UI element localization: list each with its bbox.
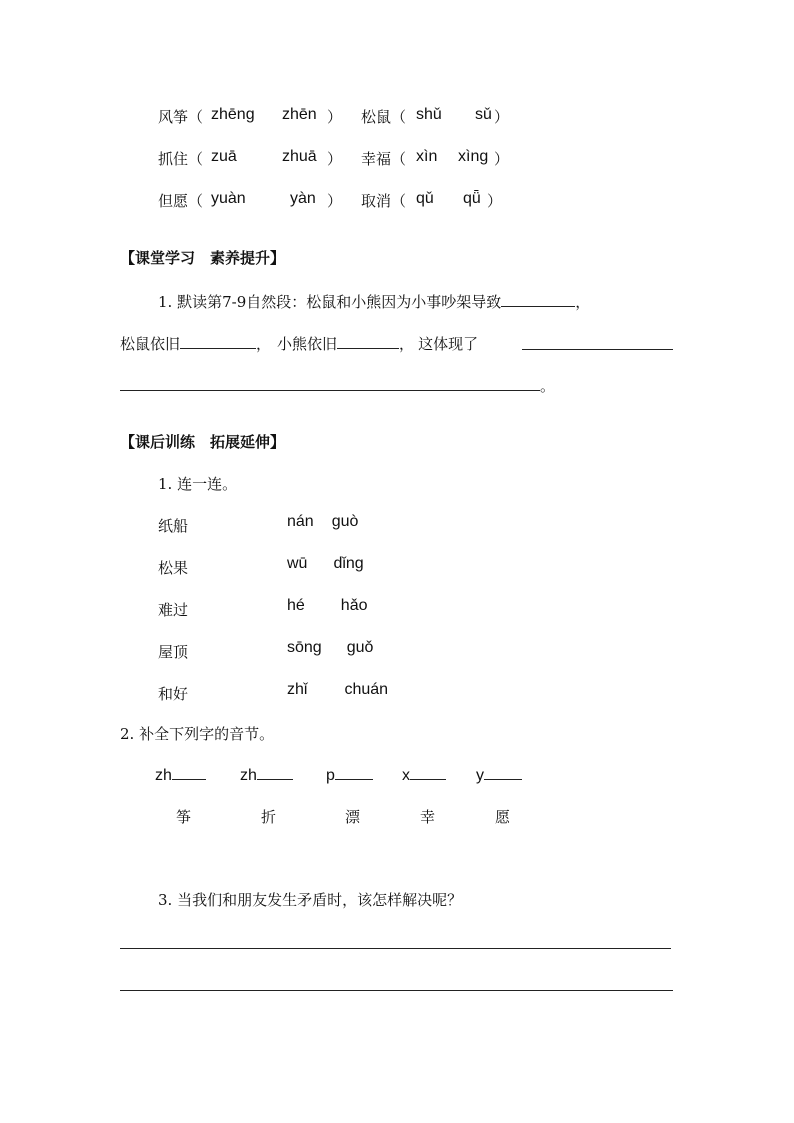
match-pinyin[interactable]: zhǐ chuán (287, 681, 389, 698)
word-danyuan: 但愿（ (158, 192, 204, 210)
match-pinyin[interactable]: sōng guǒ (287, 639, 374, 656)
answer-line[interactable] (120, 948, 671, 949)
pinyin-option[interactable]: sǔ (475, 106, 492, 123)
pinyin-option[interactable]: yàn (290, 190, 316, 207)
pinyin-option[interactable]: zhuā (282, 148, 317, 165)
question-3-title: 3. 当我们和朋友发生矛盾时，该怎样解决呢？ (158, 891, 463, 909)
match-word[interactable]: 纸船 (158, 517, 189, 535)
answer-blank[interactable] (501, 292, 575, 307)
syllable-blank[interactable]: zh (240, 765, 293, 785)
pinyin-option[interactable]: zhēn (282, 106, 317, 123)
pinyin-option[interactable]: zhēng (211, 106, 255, 123)
question-1-line-1: 1. 默读第7-9自然段：松鼠和小熊因为小事吵架导致 ， (158, 293, 591, 311)
word-quxiao: 取消（ (361, 192, 407, 210)
paren-close: ） (494, 150, 510, 168)
syllable-blank[interactable]: y (476, 765, 522, 785)
syllable-char: 愿 (495, 808, 511, 826)
answer-blank[interactable] (180, 334, 256, 349)
answer-line[interactable] (120, 990, 673, 991)
answer-blank[interactable] (337, 334, 399, 349)
paren-close: ） (494, 108, 510, 126)
word-zhuazhu: 抓住（ (158, 150, 204, 168)
syllable-blank[interactable]: x (402, 765, 446, 785)
match-pinyin[interactable]: nán guò (287, 513, 359, 530)
match-pinyin[interactable]: hé hǎo (287, 597, 368, 614)
match-word[interactable]: 和好 (158, 685, 189, 703)
word-songshu: 松鼠（ (361, 108, 407, 126)
syllable-char: 漂 (345, 808, 361, 826)
pinyin-option[interactable]: qǔ (416, 190, 434, 207)
period: 。 (540, 377, 556, 395)
answer-line[interactable] (522, 349, 673, 350)
syllable-blank[interactable]: p (326, 765, 373, 785)
word-xingfu: 幸福（ (361, 150, 407, 168)
match-word[interactable]: 难过 (158, 601, 189, 619)
answer-line[interactable] (120, 390, 540, 391)
pinyin-option[interactable]: yuàn (211, 190, 246, 207)
paren-close: ） (327, 108, 343, 126)
question-2-title: 2. 补全下列字的音节。 (120, 725, 275, 743)
syllable-char: 筝 (176, 808, 192, 826)
match-word[interactable]: 松果 (158, 559, 189, 577)
section-heading-class: 【课堂学习 素养提升】 (120, 249, 286, 267)
section-heading-after: 【课后训练 拓展延伸】 (120, 433, 286, 451)
pinyin-option[interactable]: shǔ (416, 106, 442, 123)
match-word[interactable]: 屋顶 (158, 643, 189, 661)
syllable-char: 幸 (420, 808, 436, 826)
pinyin-option[interactable]: xìn (416, 148, 438, 165)
pinyin-option[interactable]: qǖ (463, 190, 481, 207)
paren-close: ） (487, 192, 503, 210)
question-1-line-2: 松鼠依旧 ， 小熊依旧 ， 这体现了 (120, 335, 479, 353)
word-fengzheng: 风筝（ (158, 108, 204, 126)
syllable-blank[interactable]: zh (155, 765, 206, 785)
pinyin-option[interactable]: xìng (458, 148, 489, 165)
syllable-char: 折 (261, 808, 277, 826)
pinyin-option[interactable]: zuā (211, 148, 237, 165)
question-1-title: 1. 连一连。 (158, 475, 238, 493)
paren-close: ） (327, 150, 343, 168)
match-pinyin[interactable]: wū dǐng (287, 555, 364, 572)
paren-close: ） (327, 192, 343, 210)
